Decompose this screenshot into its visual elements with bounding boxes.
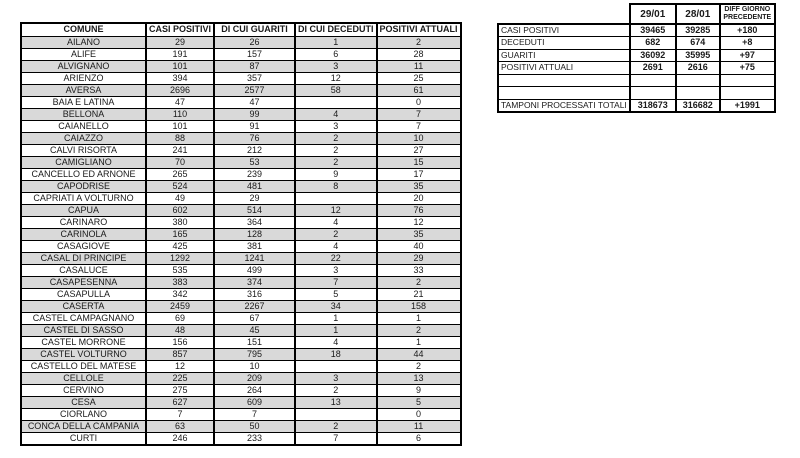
value-cell: 4 bbox=[295, 240, 377, 252]
column-header: COMUNE bbox=[21, 23, 146, 36]
value-cell: 44 bbox=[377, 348, 461, 360]
table-row bbox=[21, 336, 461, 348]
summary-row-label bbox=[498, 87, 630, 100]
value-cell: 11 bbox=[377, 60, 461, 72]
value-cell: 8 bbox=[295, 180, 377, 192]
summary-value-cell: 39285 bbox=[676, 24, 720, 37]
comune-name-cell: AVERSA bbox=[21, 84, 146, 96]
comune-name-cell: AILANO bbox=[21, 36, 146, 48]
value-cell: 2459 bbox=[146, 300, 214, 312]
summary-row bbox=[498, 74, 775, 87]
value-cell: 101 bbox=[146, 120, 214, 132]
value-cell: 1241 bbox=[214, 252, 295, 264]
value-cell: 12 bbox=[295, 204, 377, 216]
table-row bbox=[21, 108, 461, 120]
value-cell: 3 bbox=[295, 264, 377, 276]
comune-name-cell: CAPODRISE bbox=[21, 180, 146, 192]
value-cell: 2 bbox=[295, 132, 377, 144]
summary-row bbox=[498, 99, 775, 112]
value-cell: 12 bbox=[146, 360, 214, 372]
value-cell: 158 bbox=[377, 300, 461, 312]
table-row bbox=[21, 300, 461, 312]
summary-row-label: CASI POSITIVI bbox=[498, 24, 630, 37]
value-cell: 61 bbox=[377, 84, 461, 96]
comune-name-cell: CASTEL CAMPAGNANO bbox=[21, 312, 146, 324]
summary-value-cell bbox=[720, 74, 775, 87]
summary-value-cell: 2691 bbox=[630, 62, 676, 75]
comune-name-cell: ALVIGNANO bbox=[21, 60, 146, 72]
value-cell: 1 bbox=[377, 336, 461, 348]
value-cell: 101 bbox=[146, 60, 214, 72]
comune-name-cell: CONCA DELLA CAMPANIA bbox=[21, 420, 146, 432]
summary-value-cell bbox=[676, 87, 720, 100]
table-row bbox=[21, 132, 461, 144]
column-header: DI CUI DECEDUTI bbox=[295, 23, 377, 36]
summary-row-label: POSITIVI ATTUALI bbox=[498, 62, 630, 75]
summary-value-cell bbox=[676, 74, 720, 87]
summary-value-cell: +180 bbox=[720, 24, 775, 37]
value-cell: 29 bbox=[146, 36, 214, 48]
value-cell: 1292 bbox=[146, 252, 214, 264]
table-row bbox=[21, 408, 461, 420]
comune-name-cell: CASERTA bbox=[21, 300, 146, 312]
comune-name-cell: BAIA E LATINA bbox=[21, 96, 146, 108]
value-cell: 1 bbox=[295, 324, 377, 336]
column-header: CASI POSITIVI bbox=[146, 23, 214, 36]
summary-value-cell: 318673 bbox=[630, 99, 676, 112]
comune-name-cell: CAMIGLIANO bbox=[21, 156, 146, 168]
summary-table bbox=[497, 3, 776, 113]
value-cell: 2 bbox=[377, 276, 461, 288]
comune-name-cell: CANCELLO ED ARNONE bbox=[21, 168, 146, 180]
table-row bbox=[21, 144, 461, 156]
value-cell: 87 bbox=[214, 60, 295, 72]
comune-name-cell: CARINOLA bbox=[21, 228, 146, 240]
value-cell: 26 bbox=[214, 36, 295, 48]
value-cell: 1 bbox=[295, 312, 377, 324]
table-row bbox=[21, 192, 461, 204]
value-cell: 40 bbox=[377, 240, 461, 252]
value-cell: 394 bbox=[146, 72, 214, 84]
comune-name-cell: CASAPESENNA bbox=[21, 276, 146, 288]
value-cell: 2 bbox=[295, 384, 377, 396]
comune-name-cell: CIORLANO bbox=[21, 408, 146, 420]
value-cell: 241 bbox=[146, 144, 214, 156]
value-cell: 53 bbox=[214, 156, 295, 168]
table-row bbox=[21, 348, 461, 360]
value-cell: 2267 bbox=[214, 300, 295, 312]
value-cell: 0 bbox=[377, 96, 461, 108]
value-cell bbox=[295, 192, 377, 204]
value-cell: 7 bbox=[295, 276, 377, 288]
diff-column-header: DIFF GIORNO PRECEDENTE bbox=[720, 4, 775, 24]
comune-name-cell: CERVINO bbox=[21, 384, 146, 396]
value-cell: 6 bbox=[377, 432, 461, 445]
summary-value-cell: 39465 bbox=[630, 24, 676, 37]
summary-row bbox=[498, 62, 775, 75]
table-row bbox=[21, 156, 461, 168]
value-cell: 49 bbox=[146, 192, 214, 204]
value-cell: 5 bbox=[295, 288, 377, 300]
summary-row-label: DECEDUTI bbox=[498, 37, 630, 50]
value-cell: 1 bbox=[377, 312, 461, 324]
value-cell: 58 bbox=[295, 84, 377, 96]
comuni-table-header-row bbox=[21, 23, 461, 36]
value-cell: 9 bbox=[377, 384, 461, 396]
value-cell: 25 bbox=[377, 72, 461, 84]
value-cell: 5 bbox=[377, 396, 461, 408]
summary-value-cell: +75 bbox=[720, 62, 775, 75]
comune-name-cell: CASAL DI PRINCIPE bbox=[21, 252, 146, 264]
value-cell: 4 bbox=[295, 216, 377, 228]
summary-value-cell: 674 bbox=[676, 37, 720, 50]
value-cell: 2 bbox=[295, 228, 377, 240]
value-cell: 47 bbox=[214, 96, 295, 108]
value-cell: 857 bbox=[146, 348, 214, 360]
table-row bbox=[21, 396, 461, 408]
table-row bbox=[21, 180, 461, 192]
value-cell: 233 bbox=[214, 432, 295, 445]
value-cell: 2 bbox=[295, 420, 377, 432]
comune-name-cell: ALIFE bbox=[21, 48, 146, 60]
value-cell: 2577 bbox=[214, 84, 295, 96]
value-cell: 10 bbox=[214, 360, 295, 372]
table-row bbox=[21, 372, 461, 384]
summary-value-cell: 682 bbox=[630, 37, 676, 50]
table-row bbox=[21, 84, 461, 96]
value-cell: 47 bbox=[146, 96, 214, 108]
date-column-header: 29/01 bbox=[630, 4, 676, 24]
value-cell: 157 bbox=[214, 48, 295, 60]
summary-row-label: TAMPONI PROCESSATI TOTALI bbox=[498, 99, 630, 112]
value-cell: 156 bbox=[146, 336, 214, 348]
value-cell: 15 bbox=[377, 156, 461, 168]
value-cell: 225 bbox=[146, 372, 214, 384]
value-cell: 33 bbox=[377, 264, 461, 276]
summary-header-spacer bbox=[498, 4, 630, 24]
table-row bbox=[21, 324, 461, 336]
summary-row bbox=[498, 87, 775, 100]
value-cell: 7 bbox=[377, 108, 461, 120]
value-cell: 239 bbox=[214, 168, 295, 180]
value-cell bbox=[295, 360, 377, 372]
value-cell bbox=[295, 408, 377, 420]
summary-value-cell: +97 bbox=[720, 49, 775, 62]
table-row bbox=[21, 96, 461, 108]
summary-value-cell: 36092 bbox=[630, 49, 676, 62]
table-row bbox=[21, 204, 461, 216]
value-cell: 265 bbox=[146, 168, 214, 180]
table-row bbox=[21, 168, 461, 180]
table-row bbox=[21, 60, 461, 72]
comune-name-cell: CARINARO bbox=[21, 216, 146, 228]
summary-row bbox=[498, 49, 775, 62]
value-cell: 29 bbox=[377, 252, 461, 264]
value-cell: 609 bbox=[214, 396, 295, 408]
value-cell: 2696 bbox=[146, 84, 214, 96]
summary-table-body bbox=[498, 24, 775, 112]
value-cell: 13 bbox=[377, 372, 461, 384]
value-cell: 7 bbox=[377, 120, 461, 132]
table-row bbox=[21, 420, 461, 432]
table-row bbox=[21, 228, 461, 240]
value-cell: 110 bbox=[146, 108, 214, 120]
value-cell: 264 bbox=[214, 384, 295, 396]
value-cell: 12 bbox=[377, 216, 461, 228]
table-row bbox=[21, 432, 461, 445]
value-cell: 9 bbox=[295, 168, 377, 180]
comune-name-cell: CASTEL MORRONE bbox=[21, 336, 146, 348]
value-cell: 28 bbox=[377, 48, 461, 60]
value-cell: 275 bbox=[146, 384, 214, 396]
table-row bbox=[21, 216, 461, 228]
comune-name-cell: CASTELLO DEL MATESE bbox=[21, 360, 146, 372]
comune-name-cell: CAPRIATI A VOLTURNO bbox=[21, 192, 146, 204]
value-cell: 7 bbox=[146, 408, 214, 420]
table-row bbox=[21, 360, 461, 372]
comune-name-cell: BELLONA bbox=[21, 108, 146, 120]
value-cell: 48 bbox=[146, 324, 214, 336]
value-cell: 499 bbox=[214, 264, 295, 276]
comune-name-cell: CASTEL VOLTURNO bbox=[21, 348, 146, 360]
value-cell: 63 bbox=[146, 420, 214, 432]
summary-header-row bbox=[498, 4, 775, 24]
value-cell: 17 bbox=[377, 168, 461, 180]
value-cell: 10 bbox=[377, 132, 461, 144]
comune-name-cell: CESA bbox=[21, 396, 146, 408]
value-cell: 2 bbox=[377, 360, 461, 372]
date-column-header: 28/01 bbox=[676, 4, 720, 24]
value-cell: 18 bbox=[295, 348, 377, 360]
table-row bbox=[21, 384, 461, 396]
value-cell: 795 bbox=[214, 348, 295, 360]
comune-name-cell: CASTEL DI SASSO bbox=[21, 324, 146, 336]
value-cell: 99 bbox=[214, 108, 295, 120]
comune-name-cell: CAIANELLO bbox=[21, 120, 146, 132]
value-cell: 380 bbox=[146, 216, 214, 228]
table-row bbox=[21, 120, 461, 132]
value-cell: 91 bbox=[214, 120, 295, 132]
value-cell: 209 bbox=[214, 372, 295, 384]
value-cell: 374 bbox=[214, 276, 295, 288]
value-cell: 342 bbox=[146, 288, 214, 300]
summary-value-cell bbox=[630, 74, 676, 87]
summary-row-label bbox=[498, 74, 630, 87]
value-cell: 35 bbox=[377, 180, 461, 192]
column-header: POSITIVI ATTUALI bbox=[377, 23, 461, 36]
value-cell: 357 bbox=[214, 72, 295, 84]
value-cell: 1 bbox=[295, 36, 377, 48]
value-cell: 67 bbox=[214, 312, 295, 324]
table-row bbox=[21, 252, 461, 264]
comuni-table bbox=[20, 22, 462, 446]
value-cell: 481 bbox=[214, 180, 295, 192]
comune-name-cell: CELLOLE bbox=[21, 372, 146, 384]
value-cell: 4 bbox=[295, 108, 377, 120]
value-cell: 627 bbox=[146, 396, 214, 408]
value-cell: 151 bbox=[214, 336, 295, 348]
comune-name-cell: CAIAZZO bbox=[21, 132, 146, 144]
value-cell: 2 bbox=[295, 144, 377, 156]
value-cell: 76 bbox=[377, 204, 461, 216]
value-cell: 524 bbox=[146, 180, 214, 192]
table-row bbox=[21, 264, 461, 276]
value-cell: 3 bbox=[295, 372, 377, 384]
value-cell: 27 bbox=[377, 144, 461, 156]
summary-value-cell: 316682 bbox=[676, 99, 720, 112]
value-cell: 3 bbox=[295, 120, 377, 132]
table-row bbox=[21, 48, 461, 60]
value-cell: 212 bbox=[214, 144, 295, 156]
value-cell: 535 bbox=[146, 264, 214, 276]
column-header: DI CUI GUARITI bbox=[214, 23, 295, 36]
value-cell: 7 bbox=[295, 432, 377, 445]
value-cell: 381 bbox=[214, 240, 295, 252]
value-cell: 20 bbox=[377, 192, 461, 204]
value-cell: 69 bbox=[146, 312, 214, 324]
value-cell: 2 bbox=[377, 324, 461, 336]
value-cell bbox=[295, 96, 377, 108]
value-cell: 88 bbox=[146, 132, 214, 144]
value-cell: 34 bbox=[295, 300, 377, 312]
value-cell: 76 bbox=[214, 132, 295, 144]
value-cell: 50 bbox=[214, 420, 295, 432]
value-cell: 13 bbox=[295, 396, 377, 408]
value-cell: 12 bbox=[295, 72, 377, 84]
comune-name-cell: CASAPULLA bbox=[21, 288, 146, 300]
table-row bbox=[21, 288, 461, 300]
value-cell: 11 bbox=[377, 420, 461, 432]
table-row bbox=[21, 276, 461, 288]
value-cell: 316 bbox=[214, 288, 295, 300]
value-cell: 383 bbox=[146, 276, 214, 288]
summary-row bbox=[498, 37, 775, 50]
value-cell: 21 bbox=[377, 288, 461, 300]
value-cell: 2 bbox=[295, 156, 377, 168]
summary-row-label: GUARITI bbox=[498, 49, 630, 62]
comune-name-cell: CASALUCE bbox=[21, 264, 146, 276]
comune-name-cell: CASAGIOVE bbox=[21, 240, 146, 252]
comune-name-cell: CALVI RISORTA bbox=[21, 144, 146, 156]
value-cell: 70 bbox=[146, 156, 214, 168]
comune-name-cell: ARIENZO bbox=[21, 72, 146, 84]
table-row bbox=[21, 240, 461, 252]
value-cell: 191 bbox=[146, 48, 214, 60]
value-cell: 4 bbox=[295, 336, 377, 348]
comune-name-cell: CURTI bbox=[21, 432, 146, 445]
comune-name-cell: CAPUA bbox=[21, 204, 146, 216]
value-cell: 364 bbox=[214, 216, 295, 228]
value-cell: 425 bbox=[146, 240, 214, 252]
summary-row bbox=[498, 24, 775, 37]
value-cell: 602 bbox=[146, 204, 214, 216]
value-cell: 7 bbox=[214, 408, 295, 420]
comuni-table-body bbox=[21, 36, 461, 445]
summary-value-cell: 2616 bbox=[676, 62, 720, 75]
value-cell: 35 bbox=[377, 228, 461, 240]
value-cell: 165 bbox=[146, 228, 214, 240]
value-cell: 514 bbox=[214, 204, 295, 216]
value-cell: 3 bbox=[295, 60, 377, 72]
summary-value-cell: 35995 bbox=[676, 49, 720, 62]
value-cell: 45 bbox=[214, 324, 295, 336]
value-cell: 0 bbox=[377, 408, 461, 420]
table-row bbox=[21, 36, 461, 48]
table-row bbox=[21, 72, 461, 84]
summary-value-cell: +8 bbox=[720, 37, 775, 50]
summary-value-cell bbox=[630, 87, 676, 100]
value-cell: 29 bbox=[214, 192, 295, 204]
value-cell: 246 bbox=[146, 432, 214, 445]
summary-value-cell bbox=[720, 87, 775, 100]
value-cell: 2 bbox=[377, 36, 461, 48]
value-cell: 6 bbox=[295, 48, 377, 60]
value-cell: 128 bbox=[214, 228, 295, 240]
table-row bbox=[21, 312, 461, 324]
value-cell: 22 bbox=[295, 252, 377, 264]
summary-value-cell: +1991 bbox=[720, 99, 775, 112]
